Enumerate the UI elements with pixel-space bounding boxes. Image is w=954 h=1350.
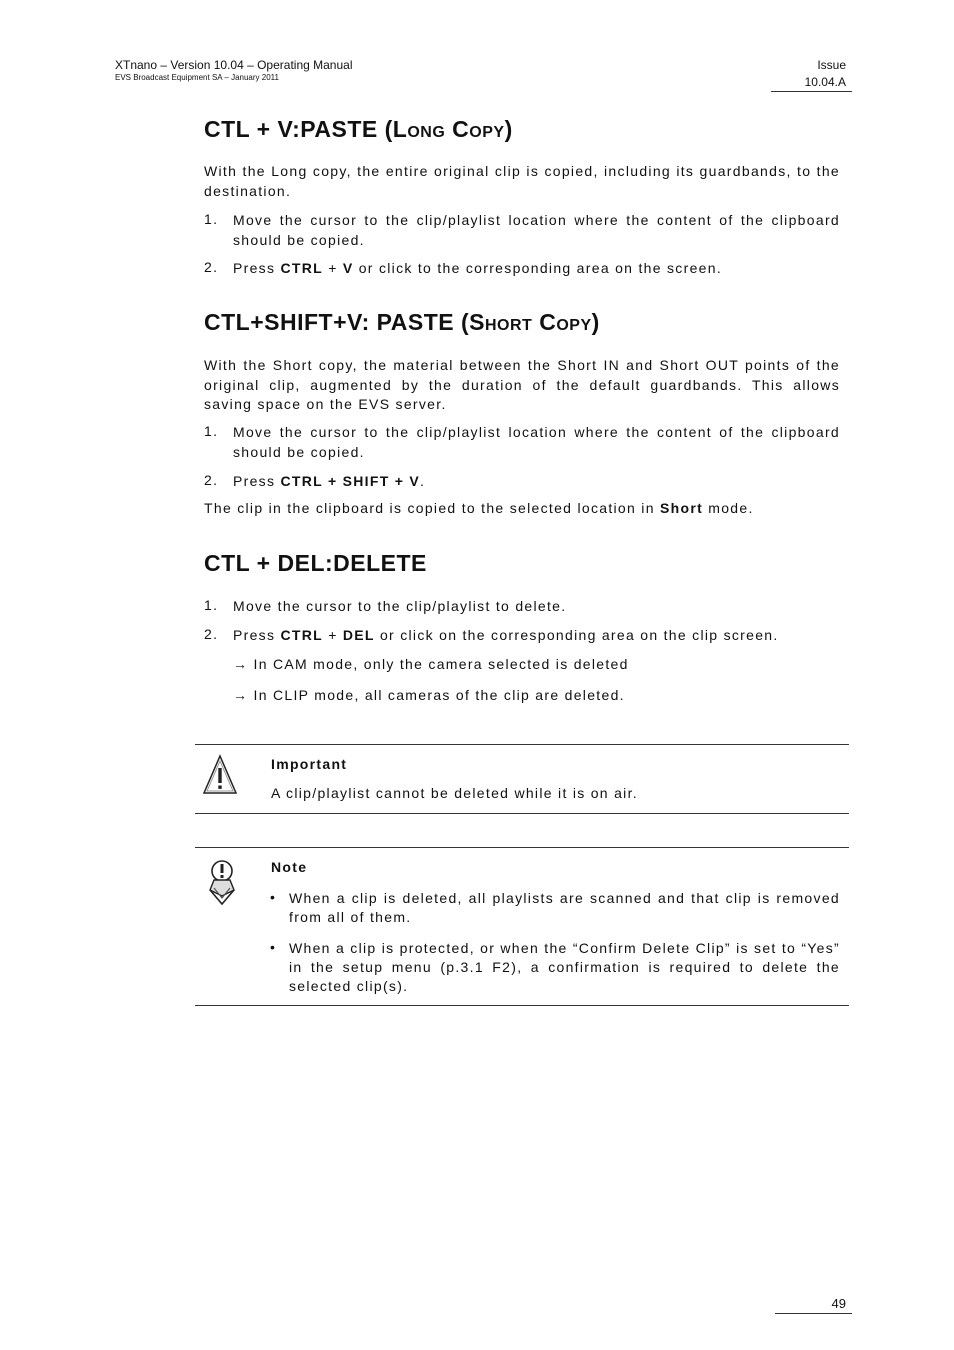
sub-item (233, 656, 629, 672)
text: In CLIP mode, all cameras of the clip are deleted. (248, 687, 625, 703)
section-heading-delete: CTL + DEL:DELETE (204, 550, 427, 576)
note-title: Note (271, 859, 308, 875)
list-item: Move the cursor to the clip/playlist location where the content of the clipboard should be copied. (233, 424, 840, 460)
list-number: 2. (204, 626, 219, 642)
callout-bottom-rule (195, 813, 849, 814)
paragraph: With the Short copy, the material between the Short IN and Short OUT points of the original clip, augmented by the duration of the default guardbands. This allows saving space on the EVS server. (204, 357, 840, 412)
text: or click to the corresponding area on the screen. (353, 260, 723, 276)
list-item (233, 259, 840, 279)
list-number: 1. (204, 423, 219, 439)
text: Press (233, 627, 281, 643)
key-del: DEL (342, 627, 375, 643)
text: In CAM mode, only the camera selected is deleted (248, 656, 629, 672)
key-combo: CTRL + SHIFT + V (280, 473, 421, 489)
arrow-icon: → (233, 656, 249, 672)
heading-text: CTL+SHIFT+V: PASTE ( (204, 309, 470, 335)
header-issue-number: 10.04.A (804, 75, 846, 89)
paragraph: With the Long copy, the entire original clip is copied, including its guardbands, to the destination. (204, 163, 840, 199)
note-item: When a clip is protected, or when the “Confirm Delete Clip” is set to “Yes” in the setup menu (p.3.1 F2), a confirmation is required to delete the selected clip(s). (289, 940, 840, 994)
bullet: • (270, 939, 275, 955)
header-title: XTnano – Version 10.04 – Operating Manual (115, 58, 353, 72)
text: . (420, 473, 426, 489)
list-number: 2. (204, 259, 219, 275)
list-number: 1. (204, 597, 219, 613)
paragraph (204, 500, 754, 516)
footer-divider (775, 1313, 852, 1314)
text: + (323, 260, 343, 276)
important-title: Important (271, 756, 348, 772)
list-item (233, 472, 840, 492)
arrow-icon: → (233, 687, 249, 703)
text: mode. (703, 500, 754, 516)
text: + (323, 627, 343, 643)
callout-top-rule (195, 847, 849, 848)
note-item: When a clip is deleted, all playlists are scanned and that clip is removed from all of them. (289, 890, 840, 925)
list-item: Move the cursor to the clip/playlist location where the content of the clipboard should be copied. (233, 212, 840, 248)
warning-triangle-icon (202, 754, 238, 796)
sub-item (233, 687, 625, 703)
key-v: V (342, 260, 354, 276)
header-issue-label: Issue (817, 58, 846, 72)
text: or click on the corresponding area on the clip screen. (374, 627, 779, 643)
heading-text: OPY (469, 124, 505, 141)
page-number: 49 (831, 1296, 846, 1311)
section-heading-paste-long (204, 116, 513, 143)
list-item (233, 626, 840, 646)
key-ctrl: CTRL (280, 260, 324, 276)
heading-text: HORT (485, 317, 533, 334)
text: The clip in the clipboard is copied to the selected location in (204, 500, 660, 516)
emphasis: Short (659, 500, 704, 516)
heading-text: CTL + V:PASTE ( (204, 116, 393, 142)
list-item: Move the cursor to the clip/playlist to delete. (233, 598, 567, 614)
heading-text: C (539, 309, 557, 335)
heading-text: ) (591, 309, 600, 335)
callout-bottom-rule (195, 1005, 849, 1006)
bullet: • (270, 889, 275, 905)
important-text: A clip/playlist cannot be deleted while it is on air. (271, 785, 638, 801)
text: Press (233, 260, 281, 276)
note-pointer-icon (204, 858, 240, 906)
callout-top-rule (195, 744, 849, 745)
header-divider (771, 91, 852, 92)
heading-text: ) (504, 116, 513, 142)
heading-text: C (452, 116, 470, 142)
text: Press (233, 473, 281, 489)
heading-text: ONG (407, 124, 446, 141)
heading-text: L (392, 116, 408, 142)
section-heading-paste-short (204, 309, 600, 336)
list-number: 1. (204, 211, 219, 227)
heading-text: S (469, 309, 485, 335)
key-ctrl: CTRL (280, 627, 324, 643)
list-number: 2. (204, 472, 219, 488)
header-subtitle: EVS Broadcast Equipment SA – January 2011 (115, 73, 279, 82)
heading-text: OPY (556, 317, 592, 334)
